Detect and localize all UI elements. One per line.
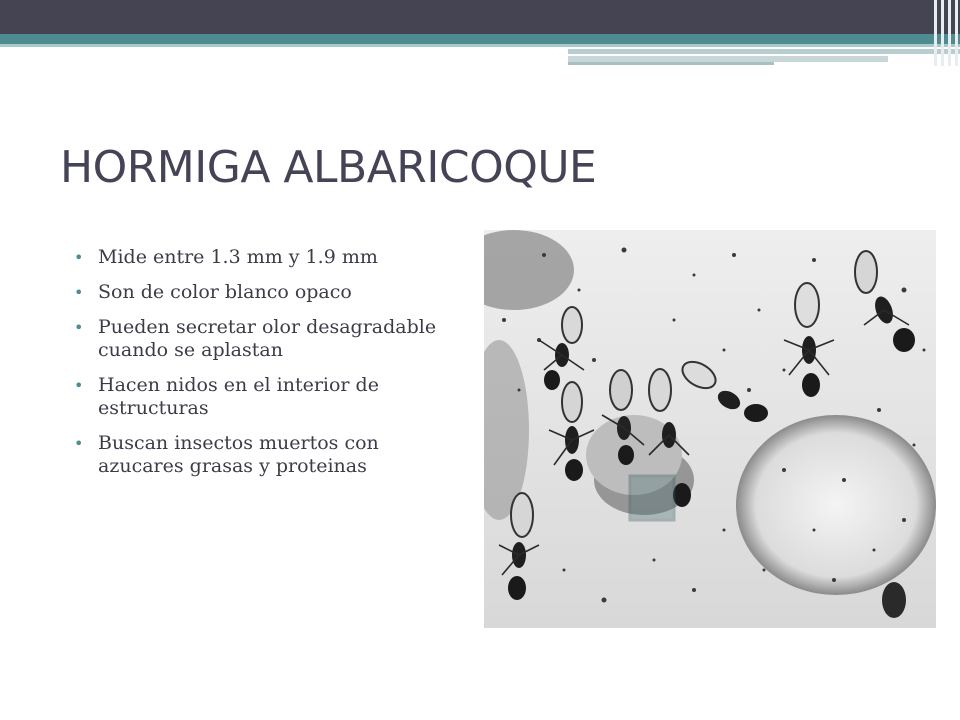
ant-photo — [484, 230, 936, 628]
bullet-icon: • — [74, 248, 84, 267]
bullet-icon: • — [74, 283, 84, 302]
bullet-text: Son de color blanco opaco — [98, 281, 352, 303]
slide-title: HORMIGA ALBARICOQUE — [60, 142, 597, 193]
bullet-icon: • — [74, 318, 84, 337]
bullet-item — [74, 281, 454, 304]
bullet-text: Pueden secretar olor desagradable cuando se aplastan — [98, 316, 437, 361]
bullet-item — [74, 316, 454, 362]
bullet-text: Hacen nidos en el interior de estructuras — [98, 374, 379, 419]
bullet-icon: • — [74, 376, 84, 395]
bullet-item — [74, 246, 454, 269]
ant-photo-icon — [484, 230, 936, 628]
bullet-list — [74, 246, 454, 490]
bullet-item — [74, 374, 454, 420]
decor-bar-3 — [568, 62, 774, 65]
bullet-text: Buscan insectos muertos con azucares grasas y proteinas — [98, 432, 379, 477]
header-accent-bar — [0, 34, 960, 44]
bullet-icon: • — [74, 434, 84, 453]
header-accent-line — [0, 44, 960, 47]
header-band — [0, 0, 960, 34]
bullet-text: Mide entre 1.3 mm y 1.9 mm — [98, 246, 378, 268]
header-stripes — [930, 0, 960, 66]
bullet-item — [74, 432, 454, 478]
decor-bar-1 — [568, 49, 960, 54]
